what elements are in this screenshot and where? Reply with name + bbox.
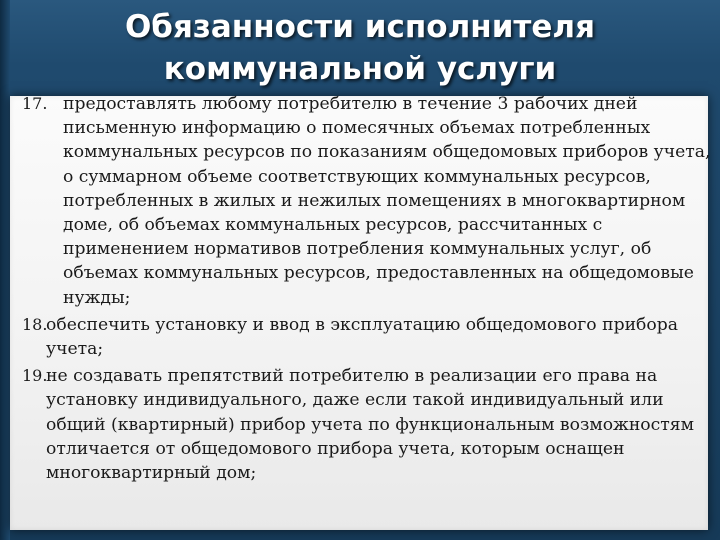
item-text: не создавать препятствий потребителю в реализации его права на установку индивидуального, даже если такой индивидуальный или общий (квартирный) прибор учета по функциональным возможностям отличается от общедомового прибора учета, которым оснащен многоквартирный дом; bbox=[46, 366, 694, 484]
list-item bbox=[22, 313, 712, 361]
slide-title-line-1: Обязанности исполнителя bbox=[124, 9, 596, 45]
duties-list bbox=[22, 92, 712, 488]
item-text: предоставлять любому потребителю в течение 3 рабочих дней письменную информацию о помесячных объемах потребленных коммунальных ресурсов по показаниям общедомовых приборов учета, о суммарном объеме соответствующих коммунальных ресурсов, потребленных в жилых и нежилых помещениях в многоквартирном доме, об объемах коммунальных ресурсов, рассчитанных с применением нормативов потребления коммунальных услуг, об объемах коммунальных ресурсов, предоставленных на общедомовые нужды; bbox=[63, 94, 711, 308]
item-text: обеспечить установку и ввод в эксплуатацию общедомового прибора учета; bbox=[46, 314, 678, 360]
list-item bbox=[22, 92, 712, 310]
item-number: 18. bbox=[22, 314, 48, 334]
list-item bbox=[22, 364, 712, 485]
item-number: 19. bbox=[22, 366, 48, 386]
slide-title-line-2: коммунальной услуги bbox=[163, 51, 557, 87]
item-number: 17. bbox=[22, 94, 48, 113]
slide-title bbox=[0, 6, 720, 90]
